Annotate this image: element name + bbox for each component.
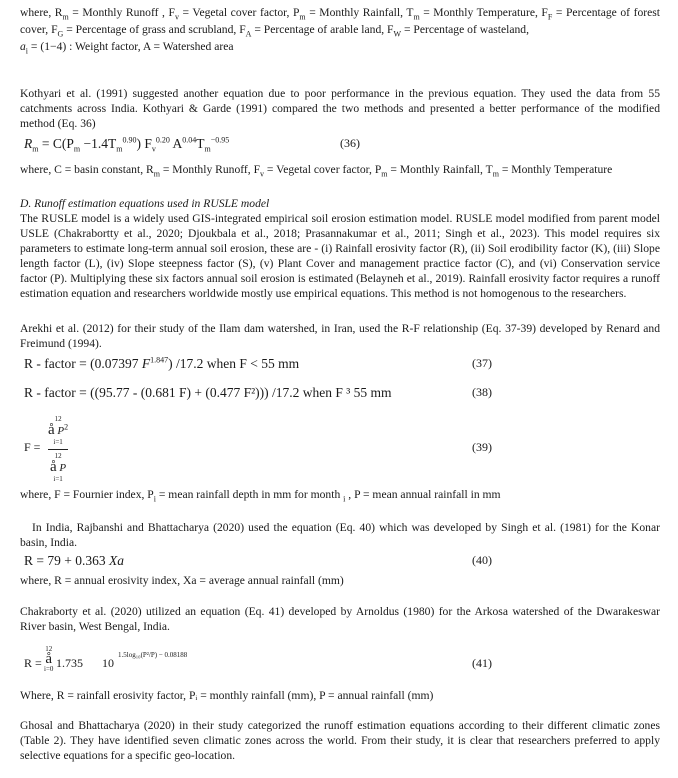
paragraph-text: Where, R = rainfall erosivity factor, Pᵢ = monthly rainfall (mm), P = annual rainfall (mm) xyxy=(20,689,434,702)
eq-text: 1.735 xyxy=(56,656,83,670)
paragraph-text: Kothyari et al. (1991) suggested another equation due to poor performance in the previous equation. They used the data from 55 catchments across India. Kothyari & Garde (1991) compared the two methods and presented a better performance of the modified method (Eq. 36) xyxy=(20,87,660,130)
exponent-text: 1.5log₁₀(P²/P) − 0.08188 xyxy=(118,651,188,659)
text: = Vegetal cover factor, P xyxy=(178,6,300,19)
eq-text: R - factor = ((95.77 - (0.681 xyxy=(24,385,179,400)
equation-number: (37) xyxy=(472,356,492,370)
equation-39 xyxy=(20,414,660,484)
text: i xyxy=(343,494,346,504)
eq-text: A xyxy=(169,136,183,151)
sigma-symbol: å xyxy=(45,651,53,667)
paragraph-text: where, R = annual erosivity index, Xa = average annual rainfall (mm) xyxy=(20,574,344,587)
eq-text: 0.04 xyxy=(182,135,197,145)
eq-text: 0.20 xyxy=(155,135,170,145)
text: W xyxy=(393,29,402,39)
sigma-symbol: å xyxy=(48,422,55,438)
eq-text: 12 xyxy=(45,645,53,653)
text: G xyxy=(57,29,64,39)
text: a xyxy=(20,40,26,53)
paragraph-text: In India, Rajbanshi and Bhattacharya (2020) used the equation (Eq. 40) which was developed by Singh et al. (1981) for the Konar basin, India. xyxy=(20,521,660,549)
paragraph-india xyxy=(20,520,660,550)
paragraph-rusle xyxy=(20,211,660,301)
text: i xyxy=(25,46,29,56)
text: = Percentage of grass and scrubland, F xyxy=(63,23,246,36)
eq-text: ) F xyxy=(136,136,152,151)
equation-number: (39) xyxy=(472,440,492,454)
equation-number: (41) xyxy=(472,656,492,670)
text: = (1−4) : Weight factor, A = Watershed area xyxy=(28,40,234,53)
eq-text: 1.847 xyxy=(150,355,169,365)
text: of forest cover, F xyxy=(20,6,660,36)
text: = Monthly Temperature xyxy=(498,163,613,176)
eq-text: P xyxy=(59,462,67,474)
eq-text: m xyxy=(116,144,123,154)
eq-text: F²))) /17.2 when F ³ 55 mm xyxy=(243,385,392,400)
text: A xyxy=(245,29,252,39)
eq-text: i=1 xyxy=(53,438,63,446)
summation xyxy=(44,644,53,674)
text: where, F = Fournier index, P xyxy=(20,488,154,501)
eq-text: P xyxy=(57,425,65,437)
text: v xyxy=(174,12,179,22)
eq-text: 2 xyxy=(64,422,69,432)
text: = Monthly Temperature, F xyxy=(419,6,548,19)
text: = mean rainfall depth in mm for month xyxy=(155,488,344,501)
eq-text: 12 xyxy=(54,415,62,423)
paragraph-chakraborty xyxy=(20,604,660,634)
fraction xyxy=(48,414,68,485)
eq-text: F = xyxy=(24,440,41,454)
text: = Percentage xyxy=(552,6,617,19)
paragraph-ghosal xyxy=(20,718,660,763)
text: where, C = basin constant, R xyxy=(20,163,154,176)
where-legend-40 xyxy=(20,573,660,588)
eq-text: m xyxy=(73,144,81,154)
equation-38 xyxy=(20,385,660,407)
eq-text: v xyxy=(151,144,156,154)
section-heading-d xyxy=(20,196,660,211)
eq-text: i=0 xyxy=(44,665,54,673)
paragraph-arekhi xyxy=(20,321,660,351)
equation-36 xyxy=(20,136,660,158)
eq-text: 10 xyxy=(102,656,114,670)
eq-text: Xa xyxy=(108,553,124,568)
text: m xyxy=(299,12,306,22)
eq-text: ) /17.2 when F < 55 mm xyxy=(168,356,300,371)
paragraph-text: The RUSLE model is a widely used GIS-integrated empirical soil erosion estimation model. RUSLE model modified from parent model USLE (Chakrabortty et al., 2020; Djoukbala et al., 2018; Prasannakumar et al., 2011; Singh et al., 2023). This model requires six parameters to estimate long-term annual soil erosion, these are - (i) Rainfall erosivity factor (R), (ii) Soil erodibility factor (K), (iii) Slope length factor (L), (iv) Slope steepness factor (S), (v) Plant Cover and management practice factor (C), and (vi) Conservation service factor (P). Multiplying these six factors annual soil erosion is estimated (Belayneh et al., 2019). Rainfall erosivity factor requires a runoff estimation equation and researchers worldwide mostly use empirical equations. This method is not homogenous to the researchers. xyxy=(20,212,660,300)
eq-text: R = xyxy=(24,656,42,670)
eq-text: F xyxy=(141,356,151,371)
equation-37 xyxy=(20,356,660,378)
where-legend-41 xyxy=(20,688,660,703)
eq-text: R = 79 + 0.363 xyxy=(24,553,109,568)
text: m xyxy=(153,169,160,179)
eq-text: = C(P xyxy=(38,136,74,151)
where-legend-39 xyxy=(20,487,660,502)
where-legend-1 xyxy=(20,4,660,55)
paragraph-text: Arekhi et al. (2012) for their study of the Ilam dam watershed, in Iran, used the R-F relationship (Eq. 37-39) developed by Renard and Freimund (1994). xyxy=(20,322,660,350)
text: = Monthly Rainfall, T xyxy=(305,6,414,19)
sigma-symbol: å xyxy=(50,459,57,475)
section-title: D. Runoff estimation equations used in RUSLE model xyxy=(20,197,270,210)
eq-text: R xyxy=(24,136,33,151)
text: where, R xyxy=(20,6,63,19)
equation-40 xyxy=(20,553,660,575)
text: = Monthly Runoff, F xyxy=(159,163,261,176)
equation-number: (38) xyxy=(472,385,492,399)
eq-text: 0.90 xyxy=(122,135,137,145)
equation-number: (40) xyxy=(472,553,492,567)
eq-text: F) + (0.477 xyxy=(178,385,244,400)
paragraph-kothyari xyxy=(20,86,660,131)
eq-text: −1.4T xyxy=(80,136,117,151)
eq-text: m xyxy=(32,144,39,154)
eq-text: R - factor = (0.07397 xyxy=(24,356,142,371)
eq-text: T xyxy=(196,136,205,151)
text: i xyxy=(153,494,156,504)
text: = Monthly Rainfall, T xyxy=(387,163,493,176)
eq-text: i=1 xyxy=(53,475,63,483)
text: = Percentage of arable land, F xyxy=(251,23,394,36)
paragraph-text: Ghosal and Bhattacharya (2020) in their study categorized the runoff estimation equations according to their different climatic zones (Table 2). They have identified seven climatic zones across the world. From their study, it is clear that researchers preferred to apply selective equations for a specific geo-location. xyxy=(20,719,660,762)
text: m xyxy=(492,169,499,179)
text: = Vegetal cover factor, P xyxy=(264,163,382,176)
text: , P = mean annual rainfall in mm xyxy=(345,488,501,501)
where-legend-36 xyxy=(20,162,660,177)
eq-text: −0.95 xyxy=(210,135,230,145)
paragraph-text: Chakraborty et al. (2020) utilized an equation (Eq. 41) developed by Arnoldus (1980) for the Arkosa watershed of the Dwarakeswar River basin, West Bengal, India. xyxy=(20,605,660,633)
text: m xyxy=(413,12,420,22)
text: m xyxy=(62,12,69,22)
equation-41 xyxy=(20,640,660,684)
text: v xyxy=(260,169,265,179)
eq-text: m xyxy=(204,144,211,154)
text: F xyxy=(547,12,553,22)
text: = Percentage of wasteland, xyxy=(401,23,529,36)
text: = Monthly Runoff , F xyxy=(68,6,175,19)
text: m xyxy=(381,169,388,179)
eq-text: 12 xyxy=(54,452,62,460)
equation-number: (36) xyxy=(340,136,360,150)
